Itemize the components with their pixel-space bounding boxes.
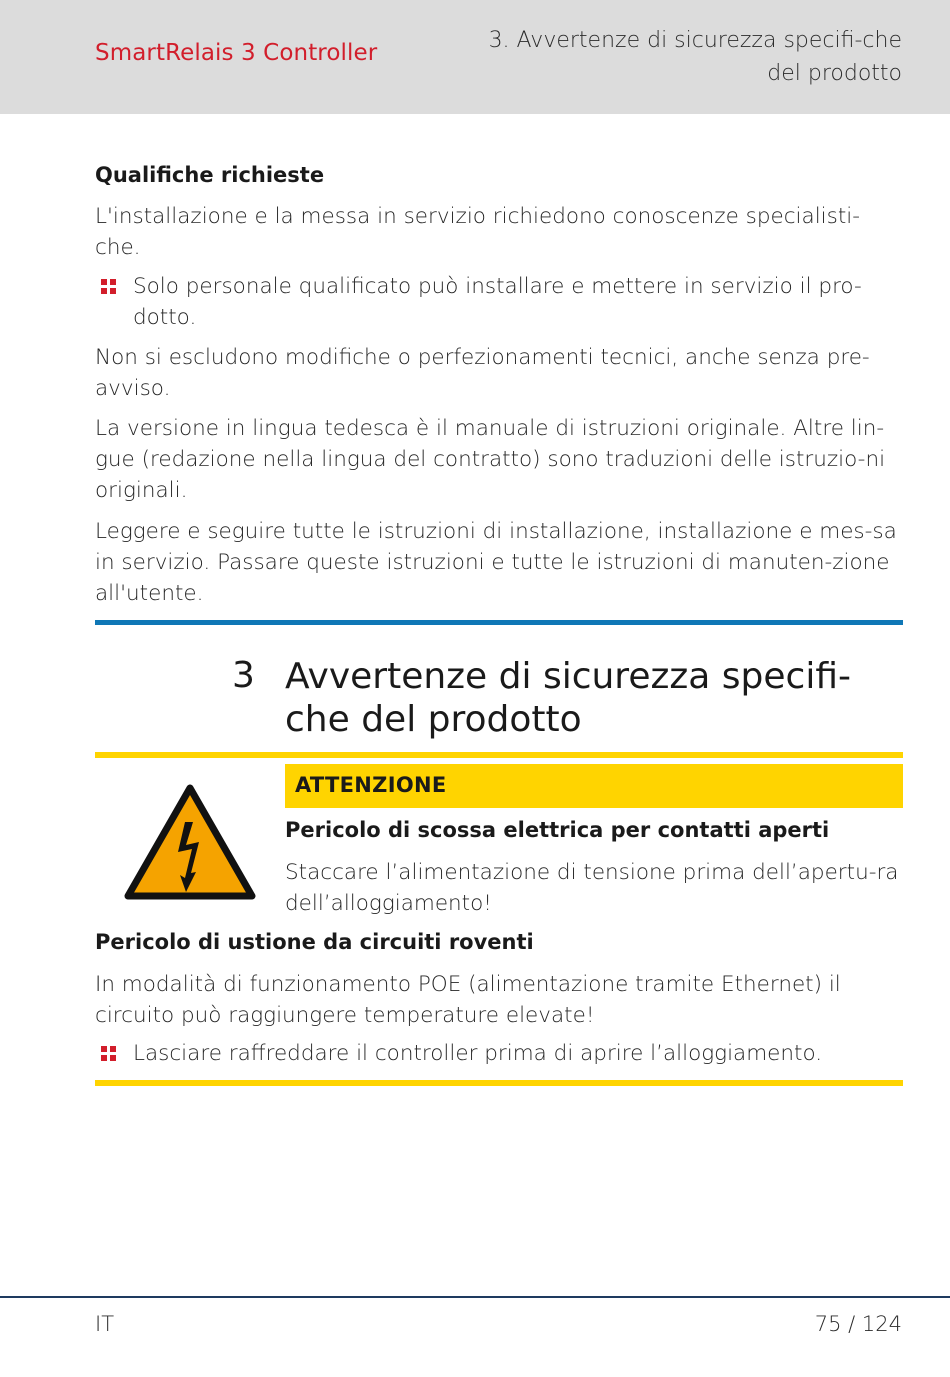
electric-hazard-icon [122,782,258,902]
paragraph-read-instructions: Leggere e seguire tutte le istruzioni di installazione, installazione e mes-sa in servizio. Passare queste istruzioni e tutte le istruzioni di manuten-zione all'utente. [95,519,897,606]
warning-top-rule [95,752,903,758]
paragraph-technical-changes: Non si escludono modifiche o perfezionamenti tecnici, anche senza pre-avviso. [95,345,870,401]
warning-heading-burn: Pericolo di ustione da circuiti roventi [95,930,534,954]
warning-banner [285,764,903,808]
page-number: 75 / 124 [814,1312,902,1336]
footer-divider [0,1296,950,1298]
qualifications-intro: L'installazione e la messa in servizio richiedono conoscenze specialisti-che. [95,204,861,260]
bullet-icon [101,279,117,295]
warning-text-electric-shock: Staccare l’alimentazione di tensione prima dell’apertu-ra dell’alloggiamento! [285,860,899,916]
bullet-icon [101,1046,117,1062]
warning-heading-electric-shock: Pericolo di scossa elettrica per contatti aperti [285,818,830,842]
running-chapter-title: 3. Avvertenze di sicurezza specifi-che del prodotto [488,28,902,86]
warning-bullet-cool-down: Lasciare raffreddare il controller prima di aprire l’alloggiamento. [133,1041,823,1066]
qualifications-bullet: Solo personale qualificato può installare e mettere in servizio il pro-dotto. [133,274,862,330]
footer-language: IT [95,1312,115,1336]
page-header [0,0,950,114]
warning-label: ATTENZIONE [295,773,447,797]
warning-bottom-rule [95,1080,903,1086]
section-divider [95,620,903,625]
section-number: 3 [232,655,255,696]
product-name: SmartRelais 3 Controller [95,40,378,66]
section-title: Avvertenze di sicurezza specifi-che del prodotto [285,656,851,740]
qualifications-heading: Qualifiche richieste [95,163,325,187]
warning-text-burn: In modalità di funzionamento POE (alimentazione tramite Ethernet) il circuito può raggiungere temperature elevate! [95,972,841,1028]
paragraph-language-version: La versione in lingua tedesca è il manuale di istruzioni originale. Altre lin-gue (redazione nella lingua del contratto) sono traduzioni delle istruzio-ni originali. [95,416,886,503]
